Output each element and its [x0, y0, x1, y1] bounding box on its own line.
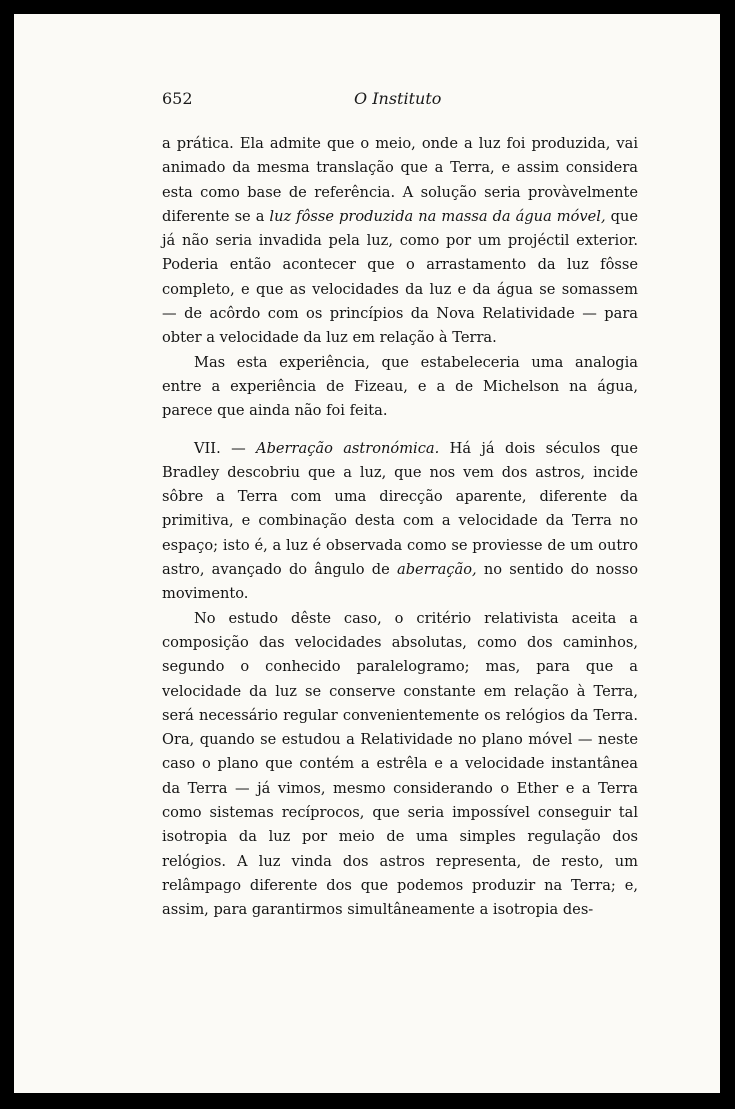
body-text [162, 132, 638, 923]
text-segment: Mas esta experiência, que estabeleceria uma analogia entre a experiência de Fizeau, e a de Michelson na água, parece que ainda não foi feita. [162, 353, 638, 420]
text-segment: que já não seria invadida pela luz, como por um projéctil exterior. Poderia então acontecer que o arrastamento da luz fôsse completo, e que as velocidades da luz e da água se somassem — de acôrdo com os princípios da Nova Relatividade — para obter a velocidade da luz em relação à Terra. [162, 207, 638, 347]
italic-term: aberração, [397, 561, 477, 579]
section-title: Aberração astronómica. [256, 439, 440, 457]
page-header [14, 89, 720, 113]
text-segment: a prática. Ela admite que o meio, onde a luz foi produzida, vai animado da mesma translação que a Terra, e assim considera esta como base de referência. A solução seria provàvelmente diferente se a [162, 135, 638, 225]
paragraph-4 [162, 607, 638, 923]
section-number: VII. — [194, 439, 257, 457]
paragraph-1 [162, 132, 638, 351]
italic-phrase: luz fôsse produzida na massa da água móvel, [269, 207, 606, 225]
paragraph-2 [162, 351, 638, 424]
section-vii-paragraph [162, 437, 638, 607]
page-number: 652 [162, 89, 193, 108]
text-segment: no sentido do nosso movimento. [162, 561, 638, 603]
running-title: O Instituto [354, 89, 442, 108]
text-segment: No estudo dêste caso, o critério relativista aceita a composição das velocidades absolutas, como dos caminhos, segundo o conhecido paralelogramo; mas, para que a velocidade da luz se conserve constante em relação à Terra, será necessário regular convenientemente os relógios da Terra. Ora, quando se estudou a Relatividade no plano móvel — neste caso o plano que contém a estrêla e a velocidade instantânea da Terra — já vimos, mesmo considerando o Ether e a Terra como sistemas recíprocos, que seria impossível conseguir tal isotropia da luz por meio de uma simples regulação dos relógios. A luz vinda dos astros representa, de resto, um relâmpago diferente dos que podemos produzir na Terra; e, assim, para garantirmos simultâneamente a isotropia des- [162, 609, 638, 919]
text-segment: Há já dois séculos que Bradley descobriu que a luz, que nos vem dos astros, incide sôbre a Terra com uma direcção aparente, diferente da primitiva, e combinação desta com a velocidade da Terra no espaço; isto é, a luz é observada como se proviesse de um outro astro, avançado do ângulo de [162, 439, 638, 579]
book-page [14, 14, 720, 1093]
